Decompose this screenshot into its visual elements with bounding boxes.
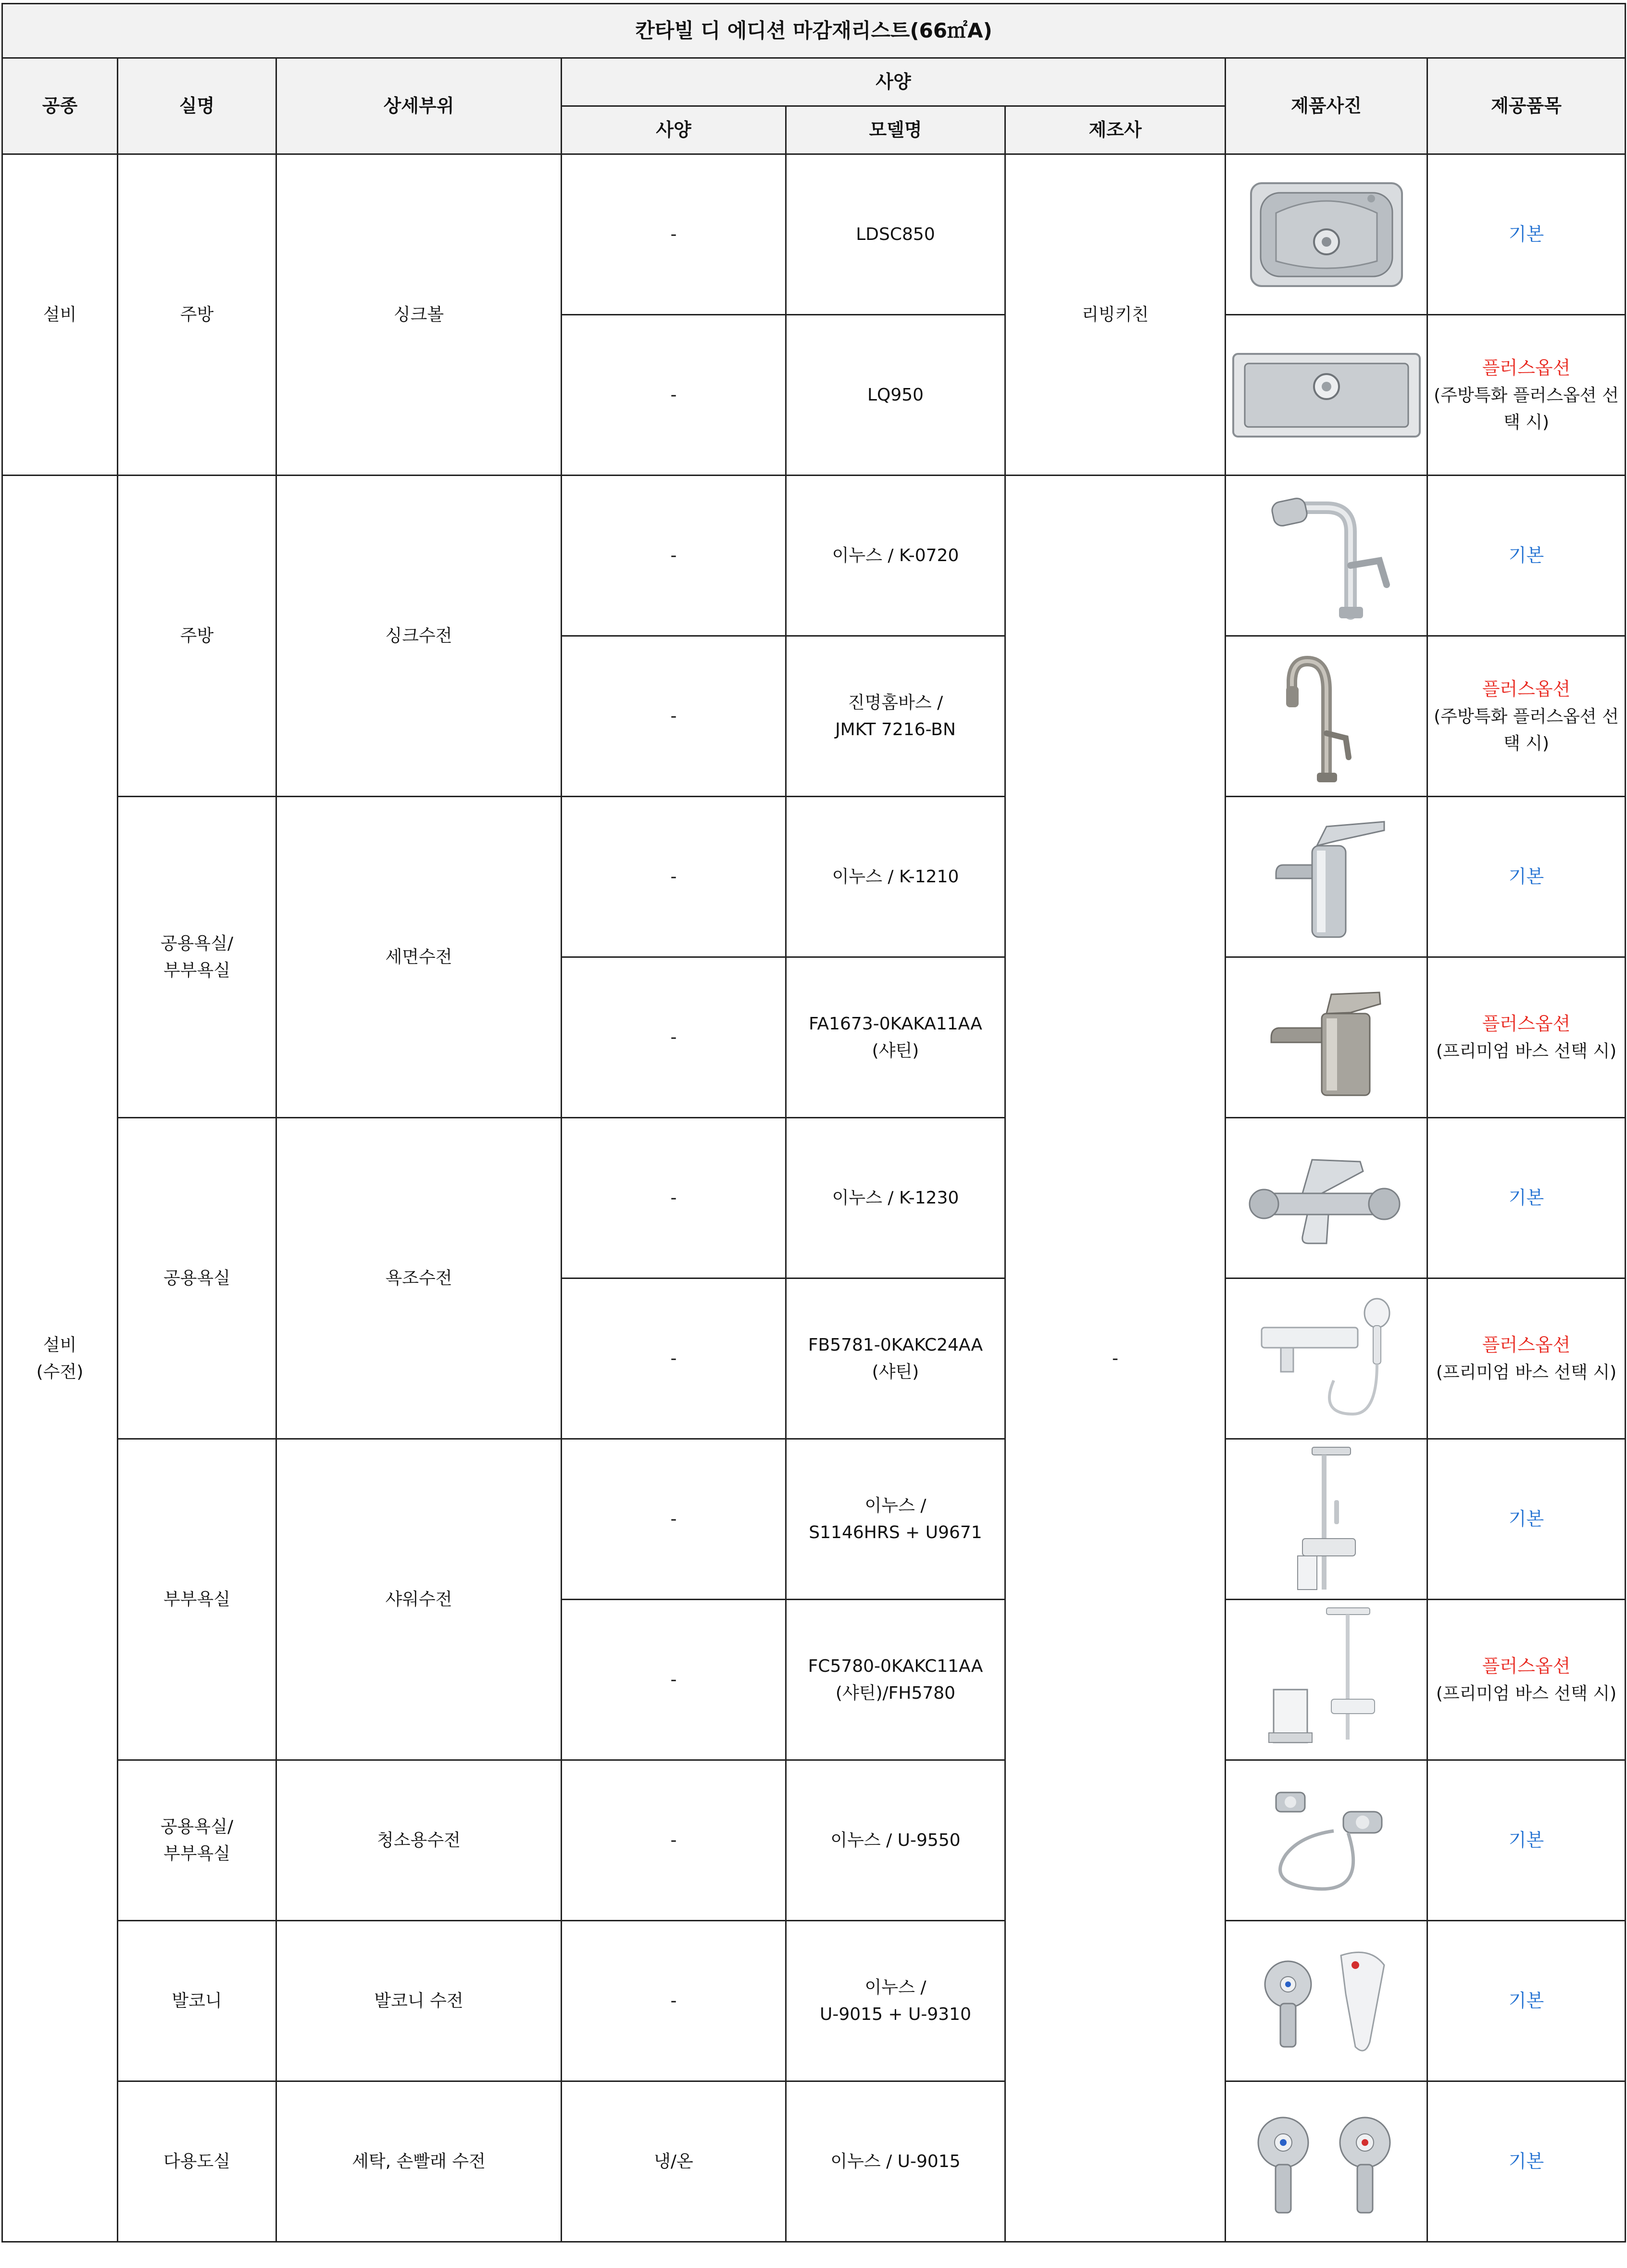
room-cell: 주방 bbox=[118, 476, 276, 797]
product-photo bbox=[1226, 1439, 1427, 1600]
spec-cell: 냉/온 bbox=[562, 2081, 786, 2242]
model-line: FC5780-0KAKC11AA bbox=[808, 1656, 983, 1676]
table-row bbox=[2, 154, 1626, 315]
provision-cell bbox=[1427, 1118, 1626, 1278]
kitchen-faucet-tall-icon bbox=[1254, 647, 1399, 786]
detail-cell: 샤워수전 bbox=[276, 1439, 562, 1760]
room-cell: 부부욕실 bbox=[118, 1439, 276, 1760]
product-photo bbox=[1226, 2081, 1427, 2242]
provision-cell bbox=[1427, 1278, 1626, 1439]
maker-cell: - bbox=[1005, 476, 1226, 2242]
provision-cell bbox=[1427, 2081, 1626, 2242]
provision-cell bbox=[1427, 636, 1626, 797]
product-photo bbox=[1226, 957, 1427, 1118]
room-cell bbox=[118, 797, 276, 1118]
model-line: (샤틴) bbox=[872, 1040, 919, 1061]
laundry-faucet-icon bbox=[1240, 2099, 1413, 2224]
spec-cell: - bbox=[562, 797, 786, 957]
table-row bbox=[2, 476, 1626, 636]
spec-cell: - bbox=[562, 636, 786, 797]
provision-cell bbox=[1427, 1439, 1626, 1600]
model-cell bbox=[786, 1118, 1005, 1278]
basin-faucet-satin-icon bbox=[1254, 975, 1399, 1100]
detail-cell: 청소용수전 bbox=[276, 1760, 562, 1921]
bath-faucet-icon bbox=[1245, 1140, 1408, 1256]
header-room: 실명 bbox=[118, 58, 276, 154]
header-provision: 제공품목 bbox=[1427, 58, 1626, 154]
detail-cell: 싱크볼 bbox=[276, 154, 562, 476]
provision-basic: 기본 bbox=[1508, 1187, 1544, 1209]
trade-cell bbox=[2, 476, 118, 2242]
model-cell bbox=[786, 636, 1005, 797]
sink-bowl-icon bbox=[1247, 179, 1406, 290]
spec-cell: - bbox=[562, 1760, 786, 1921]
room-cell: 공용욕실 bbox=[118, 1118, 276, 1439]
header-trade: 공종 bbox=[2, 58, 118, 154]
provision-note: (주방특화 플러스옵션 선택 시) bbox=[1434, 386, 1619, 432]
header-maker: 제조사 bbox=[1005, 106, 1226, 154]
product-photo bbox=[1226, 476, 1427, 636]
model-cell bbox=[786, 1760, 1005, 1921]
room-cell: 다용도실 bbox=[118, 2081, 276, 2242]
model-cell bbox=[786, 1439, 1005, 1600]
spec-cell: - bbox=[562, 1439, 786, 1600]
spec-cell: - bbox=[562, 476, 786, 636]
table-row bbox=[2, 1118, 1626, 1278]
provision-plus: 플러스옵션 bbox=[1482, 1655, 1571, 1677]
trade-cell: 설비 bbox=[2, 154, 118, 476]
model-cell bbox=[786, 154, 1005, 315]
header-photo: 제품사진 bbox=[1226, 58, 1427, 154]
room-line: 공용욕실/ bbox=[160, 933, 234, 953]
provision-plus: 플러스옵션 bbox=[1482, 1013, 1571, 1035]
model-line: S1146HRS + U9671 bbox=[809, 1522, 982, 1542]
provision-basic: 기본 bbox=[1508, 1990, 1544, 2012]
shower-column-icon bbox=[1264, 1442, 1389, 1596]
model-line: 진명홈바스 / bbox=[848, 692, 943, 713]
detail-cell: 싱크수전 bbox=[276, 476, 562, 797]
model-line: LDSC850 bbox=[856, 224, 935, 244]
trade-line: 설비 bbox=[43, 1335, 77, 1355]
provision-plus: 플러스옵션 bbox=[1482, 357, 1571, 379]
product-photo bbox=[1226, 636, 1427, 797]
detail-cell: 욕조수전 bbox=[276, 1118, 562, 1439]
room-line: 부부욕실 bbox=[163, 1843, 231, 1864]
model-cell bbox=[786, 315, 1005, 476]
provision-basic: 기본 bbox=[1508, 1508, 1544, 1530]
model-line: 이누스 / K-1210 bbox=[832, 866, 959, 887]
provision-note: (주방특화 플러스옵션 선택 시) bbox=[1434, 707, 1619, 753]
spec-cell: - bbox=[562, 1600, 786, 1760]
model-cell bbox=[786, 2081, 1005, 2242]
provision-note: (프리미엄 바스 선택 시) bbox=[1436, 1363, 1617, 1383]
bath-shower-faucet-icon bbox=[1247, 1294, 1406, 1424]
model-line: LQ950 bbox=[867, 385, 924, 405]
spec-cell: - bbox=[562, 1921, 786, 2081]
model-line: JMKT 7216-BN bbox=[835, 719, 956, 739]
model-line: (샤틴) bbox=[872, 1362, 919, 1382]
balcony-faucet-icon bbox=[1245, 1936, 1408, 2066]
materials-table bbox=[1, 3, 1626, 2243]
model-line: FA1673-0KAKA11AA bbox=[809, 1014, 982, 1034]
product-photo bbox=[1226, 1278, 1427, 1439]
product-photo bbox=[1226, 797, 1427, 957]
table-row bbox=[2, 1760, 1626, 1921]
room-cell: 주방 bbox=[118, 154, 276, 476]
room-cell: 발코니 bbox=[118, 1921, 276, 2081]
header-spec-group: 사양 bbox=[562, 58, 1226, 106]
basin-faucet-icon bbox=[1254, 812, 1399, 942]
provision-cell bbox=[1427, 315, 1626, 476]
provision-cell bbox=[1427, 1600, 1626, 1760]
spec-cell: - bbox=[562, 315, 786, 476]
room-line: 부부욕실 bbox=[163, 960, 231, 980]
table-row bbox=[2, 2081, 1626, 2242]
header-spec: 사양 bbox=[562, 106, 786, 154]
sheet-title: 칸타빌 디 에디션 마감재리스트(66㎡A) bbox=[2, 4, 1626, 58]
table-row bbox=[2, 1921, 1626, 2081]
product-photo bbox=[1226, 1760, 1427, 1921]
product-photo bbox=[1226, 315, 1427, 476]
provision-cell bbox=[1427, 1921, 1626, 2081]
room-line: 공용욕실/ bbox=[160, 1817, 234, 1837]
trade-line: (수전) bbox=[36, 1362, 84, 1382]
provision-basic: 기본 bbox=[1508, 545, 1544, 566]
provision-basic: 기본 bbox=[1508, 2151, 1544, 2172]
provision-plus: 플러스옵션 bbox=[1482, 1334, 1571, 1356]
room-cell bbox=[118, 1760, 276, 1921]
model-cell bbox=[786, 1600, 1005, 1760]
spec-cell: - bbox=[562, 1118, 786, 1278]
detail-cell: 세탁, 손빨래 수전 bbox=[276, 2081, 562, 2242]
header-detail: 상세부위 bbox=[276, 58, 562, 154]
model-line: 이누스 / bbox=[864, 1495, 926, 1516]
finish-materials-sheet bbox=[1, 3, 1625, 2243]
provision-basic: 기본 bbox=[1508, 866, 1544, 888]
kitchen-faucet-icon bbox=[1250, 489, 1403, 623]
provision-cell bbox=[1427, 957, 1626, 1118]
header-model: 모델명 bbox=[786, 106, 1005, 154]
model-cell bbox=[786, 957, 1005, 1118]
spec-cell: - bbox=[562, 1278, 786, 1439]
model-line: 이누스 / U-9550 bbox=[830, 1830, 961, 1850]
spec-cell: - bbox=[562, 957, 786, 1118]
detail-cell: 세면수전 bbox=[276, 797, 562, 1118]
product-photo bbox=[1226, 154, 1427, 315]
provision-note: (프리미엄 바스 선택 시) bbox=[1436, 1684, 1617, 1704]
cleaning-faucet-icon bbox=[1247, 1778, 1406, 1903]
provision-cell bbox=[1427, 476, 1626, 636]
provision-cell bbox=[1427, 154, 1626, 315]
model-cell bbox=[786, 1921, 1005, 2081]
model-line: U-9015 + U-9310 bbox=[820, 2004, 971, 2024]
provision-note: (프리미엄 바스 선택 시) bbox=[1436, 1041, 1617, 1062]
model-line: 이누스 / K-1230 bbox=[832, 1188, 959, 1208]
model-cell bbox=[786, 476, 1005, 636]
shower-column-shelf-icon bbox=[1259, 1603, 1394, 1757]
provision-basic: 기본 bbox=[1508, 1829, 1544, 1851]
product-photo bbox=[1226, 1118, 1427, 1278]
model-line: 이누스 / U-9015 bbox=[830, 2151, 961, 2171]
spec-cell: - bbox=[562, 154, 786, 315]
maker-cell: 리빙키친 bbox=[1005, 154, 1226, 476]
provision-cell bbox=[1427, 797, 1626, 957]
product-photo bbox=[1226, 1600, 1427, 1760]
model-line: (샤틴)/FH5780 bbox=[835, 1683, 956, 1703]
product-photo bbox=[1226, 1921, 1427, 2081]
table-row bbox=[2, 797, 1626, 957]
provision-plus: 플러스옵션 bbox=[1482, 678, 1571, 700]
model-line: FB5781-0KAKC24AA bbox=[808, 1335, 983, 1355]
provision-basic: 기본 bbox=[1508, 224, 1544, 245]
model-line: 이누스 / bbox=[864, 1977, 926, 1997]
model-cell bbox=[786, 797, 1005, 957]
provision-cell bbox=[1427, 1760, 1626, 1921]
model-cell bbox=[786, 1278, 1005, 1439]
detail-cell: 발코니 수전 bbox=[276, 1921, 562, 2081]
model-line: 이누스 / K-0720 bbox=[832, 545, 959, 565]
table-row bbox=[2, 1439, 1626, 1600]
sink-bowl-square-icon bbox=[1230, 347, 1423, 443]
